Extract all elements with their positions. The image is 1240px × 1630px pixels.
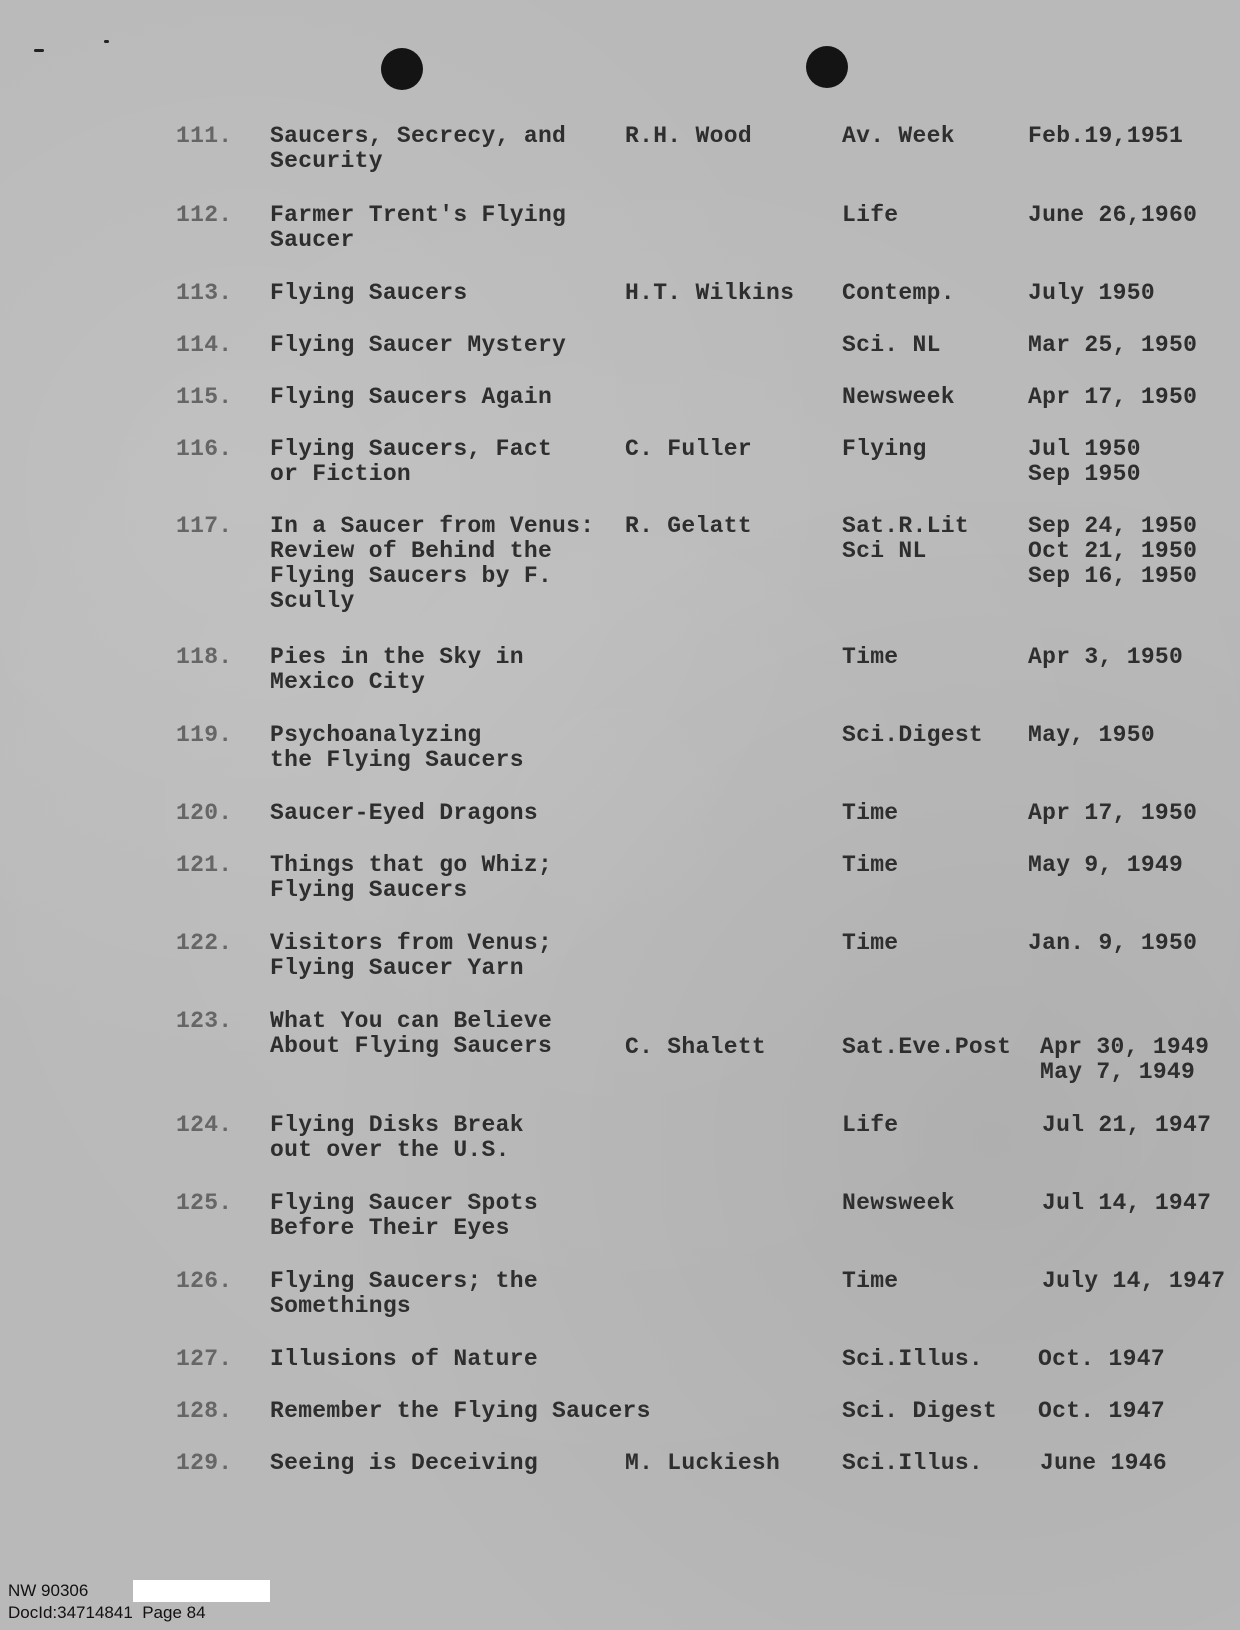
entry-title (270, 333, 566, 358)
entry-date-line: June 26,1960 (1028, 202, 1198, 228)
entry-date (1028, 437, 1141, 487)
entry-publication (842, 203, 898, 228)
entry-title-line: Visitors from Venus; (270, 930, 553, 956)
entry-author: R. Gelatt (625, 513, 752, 539)
entry-title-line: Pies in the Sky in (270, 644, 524, 670)
entry-date-line: Sep 16, 1950 (1028, 563, 1198, 589)
entry-publication-line: Sci. Digest (842, 1398, 998, 1424)
entry-publication-line: Contemp. (842, 280, 955, 306)
entry-publication (842, 723, 983, 748)
entry-publication-line: Time (842, 852, 899, 878)
entry-title-line: Security (270, 148, 383, 174)
entry-date (1028, 723, 1155, 748)
entry-date-line: Sep 1950 (1028, 461, 1141, 487)
entry-number: 119. (176, 722, 233, 748)
entry-title (270, 1113, 524, 1163)
entry-title (270, 931, 552, 981)
entry-publication (842, 514, 969, 564)
entry-publication-line: Time (842, 644, 899, 670)
entry-author: C. Shalett (625, 1034, 767, 1060)
entry-publication-line: Sci. NL (842, 332, 941, 358)
entry-publication (842, 801, 898, 826)
punch-hole-left (381, 48, 423, 90)
entry-publication-line: Sat.R.Lit (842, 513, 969, 539)
entry-title (270, 385, 552, 410)
entry-title (270, 645, 524, 695)
entry-number: 129. (176, 1450, 233, 1476)
entry-date (1042, 1269, 1225, 1294)
entry-publication-line: Sci.Illus. (842, 1346, 984, 1372)
entry-date-line: Jul 14, 1947 (1042, 1190, 1212, 1216)
entry-title-line: Flying Saucers by F. (270, 563, 553, 589)
entry-publication (842, 281, 955, 306)
entry-publication-line: Newsweek (842, 384, 955, 410)
entry-title-line: Saucers, Secrecy, and (270, 123, 567, 149)
entry-date (1028, 801, 1197, 826)
entry-number: 114. (176, 332, 233, 358)
entry-publication (842, 853, 898, 878)
bibliography-entry (0, 384, 1240, 410)
entry-title-line: Before Their Eyes (270, 1215, 510, 1241)
entry-number: 121. (176, 852, 233, 878)
entry-author: C. Fuller (625, 436, 752, 462)
entry-title-line: Flying Saucers; the (270, 1268, 538, 1294)
entry-number: 111. (176, 123, 233, 149)
entry-number: 120. (176, 800, 233, 826)
entry-number: 116. (176, 436, 233, 462)
entry-title (270, 514, 594, 614)
entry-number: 115. (176, 384, 233, 410)
entry-date (1028, 514, 1197, 589)
entry-publication-line: Sat.Eve.Post (842, 1034, 1012, 1060)
entry-title-line: Flying Saucer Yarn (270, 955, 524, 981)
entry-date (1038, 1399, 1165, 1424)
entry-date-line: Feb.19,1951 (1028, 123, 1184, 149)
entry-date-line: Jan. 9, 1950 (1028, 930, 1198, 956)
entry-number: 123. (176, 1008, 233, 1034)
entry-title-line: Flying Disks Break (270, 1112, 524, 1138)
entry-date-line: Oct. 1947 (1038, 1398, 1165, 1424)
entry-title (270, 723, 524, 773)
entry-title (270, 1399, 651, 1424)
entry-date (1028, 124, 1183, 149)
entry-title-line: Review of Behind the (270, 538, 553, 564)
entry-publication (842, 1035, 1011, 1060)
bibliography-entry (0, 1008, 1240, 1085)
entry-title (270, 437, 552, 487)
entry-date-line: Sep 24, 1950 (1028, 513, 1198, 539)
entry-publication-line: Sci.Illus. (842, 1450, 984, 1476)
entry-date (1028, 645, 1183, 670)
entry-date-line: Apr 3, 1950 (1028, 644, 1184, 670)
bibliography-entry (0, 1450, 1240, 1476)
entry-publication-line: Time (842, 1268, 899, 1294)
entry-number: 122. (176, 930, 233, 956)
record-number: NW 90306 (8, 1581, 89, 1600)
bibliography-entry (0, 513, 1240, 614)
entry-date-line: Jul 21, 1947 (1042, 1112, 1212, 1138)
entry-title-line: Flying Saucer Spots (270, 1190, 538, 1216)
entry-title (270, 124, 566, 174)
bibliography-entry (0, 436, 1240, 487)
entry-publication-line: Sci.Digest (842, 722, 984, 748)
document-id-page: DocId:34714841 Page 84 (8, 1603, 206, 1622)
bibliography-entry (0, 1112, 1240, 1163)
bibliography-entry (0, 1268, 1240, 1319)
entry-title-line: Flying Saucers (270, 877, 468, 903)
entry-title-line: or Fiction (270, 461, 412, 487)
entry-publication-line: Sci NL (842, 538, 927, 564)
entry-date-line: Mar 25, 1950 (1028, 332, 1198, 358)
entry-date (1042, 1113, 1211, 1138)
entry-author: M. Luckiesh (625, 1450, 781, 1476)
entry-title-line: Saucer (270, 227, 355, 253)
entry-title-line: About Flying Saucers (270, 1033, 553, 1059)
entry-date-line: Apr 17, 1950 (1028, 800, 1198, 826)
entry-publication-line: Flying (842, 436, 927, 462)
entry-date-line: Jul 1950 (1028, 436, 1141, 462)
entry-date (1040, 1451, 1167, 1476)
entry-date-line: June 1946 (1040, 1450, 1167, 1476)
entry-title-line: Flying Saucer Mystery (270, 332, 567, 358)
entry-title-line: Flying Saucers (270, 280, 468, 306)
entry-publication (842, 385, 955, 410)
entry-title-line: Remember the Flying Saucers (270, 1398, 651, 1424)
bibliography-entry (0, 800, 1240, 826)
entry-publication-line: Life (842, 1112, 899, 1138)
entry-number: 112. (176, 202, 233, 228)
entry-number: 126. (176, 1268, 233, 1294)
entry-title (270, 1009, 552, 1059)
bibliography-entry (0, 1190, 1240, 1241)
entry-title (270, 1191, 538, 1241)
bibliography-entry (0, 930, 1240, 981)
entry-publication (842, 1451, 983, 1476)
entry-date-line: Oct 21, 1950 (1028, 538, 1198, 564)
entry-date (1028, 333, 1197, 358)
entry-date-line: July 1950 (1028, 280, 1155, 306)
entry-date (1028, 385, 1197, 410)
entry-title-line: Psychoanalyzing (270, 722, 482, 748)
entry-title-line: In a Saucer from Venus: (270, 513, 595, 539)
entry-author: H.T. Wilkins (625, 280, 795, 306)
bibliography-entry (0, 644, 1240, 695)
entry-publication (842, 1347, 983, 1372)
entry-date-line: May 7, 1949 (1040, 1059, 1196, 1085)
entry-date-line: July 14, 1947 (1042, 1268, 1226, 1294)
entry-publication-line: Newsweek (842, 1190, 955, 1216)
entry-date (1028, 931, 1197, 956)
entry-number: 124. (176, 1112, 233, 1138)
bibliography-entry (0, 280, 1240, 306)
entry-number: 128. (176, 1398, 233, 1424)
entry-date-line: Oct. 1947 (1038, 1346, 1165, 1372)
entry-number: 118. (176, 644, 233, 670)
entry-title (270, 281, 467, 306)
speck-mark (34, 49, 44, 52)
entry-title (270, 1269, 538, 1319)
entry-title (270, 1347, 538, 1372)
entry-publication (842, 1399, 997, 1424)
entry-title-line: What You can Believe (270, 1008, 553, 1034)
entry-title (270, 1451, 538, 1476)
entry-date-line: Apr 17, 1950 (1028, 384, 1198, 410)
entry-publication (842, 124, 955, 149)
entry-date (1042, 1191, 1211, 1216)
entry-title (270, 203, 566, 253)
entry-date-line: May 9, 1949 (1028, 852, 1184, 878)
entry-number: 113. (176, 280, 233, 306)
bibliography-entry (0, 1346, 1240, 1372)
entry-date (1040, 1035, 1209, 1085)
entry-date (1028, 281, 1155, 306)
entry-publication-line: Av. Week (842, 123, 955, 149)
entry-date (1028, 203, 1197, 228)
entry-publication (842, 1269, 898, 1294)
entry-date (1038, 1347, 1165, 1372)
entry-publication (842, 333, 941, 358)
bibliography-entry (0, 123, 1240, 174)
entry-publication (842, 437, 927, 462)
entry-publication-line: Time (842, 930, 899, 956)
bibliography-entry (0, 202, 1240, 253)
redaction-box (133, 1580, 270, 1602)
entry-publication (842, 1113, 898, 1138)
entry-title-line: out over the U.S. (270, 1137, 510, 1163)
entry-number: 117. (176, 513, 233, 539)
entry-date (1028, 853, 1183, 878)
entry-title-line: the Flying Saucers (270, 747, 524, 773)
entry-publication-line: Life (842, 202, 899, 228)
entry-title-line: Illusions of Nature (270, 1346, 538, 1372)
entry-publication (842, 931, 898, 956)
bibliography-entry (0, 332, 1240, 358)
entry-title-line: Saucer-Eyed Dragons (270, 800, 538, 826)
entry-title-line: Flying Saucers, Fact (270, 436, 553, 462)
entry-publication (842, 645, 898, 670)
punch-hole-right (806, 46, 848, 88)
entry-number: 127. (176, 1346, 233, 1372)
entry-author: R.H. Wood (625, 123, 752, 149)
entry-title-line: Things that go Whiz; (270, 852, 553, 878)
bibliography-entry (0, 1398, 1240, 1424)
entry-title-line: Seeing is Deceiving (270, 1450, 538, 1476)
entry-title-line: Mexico City (270, 669, 426, 695)
entry-date-line: Apr 30, 1949 (1040, 1034, 1210, 1060)
entry-title-line: Somethings (270, 1293, 412, 1319)
entry-title-line: Scully (270, 588, 355, 614)
entry-title-line: Farmer Trent's Flying (270, 202, 567, 228)
bibliography-entry (0, 852, 1240, 903)
entry-date-line: May, 1950 (1028, 722, 1155, 748)
entry-number: 125. (176, 1190, 233, 1216)
entry-title (270, 853, 552, 903)
entry-title (270, 801, 538, 826)
speck-mark (104, 40, 109, 43)
entry-publication-line: Time (842, 800, 899, 826)
bibliography-entry (0, 722, 1240, 773)
entry-title-line: Flying Saucers Again (270, 384, 553, 410)
entry-publication (842, 1191, 955, 1216)
